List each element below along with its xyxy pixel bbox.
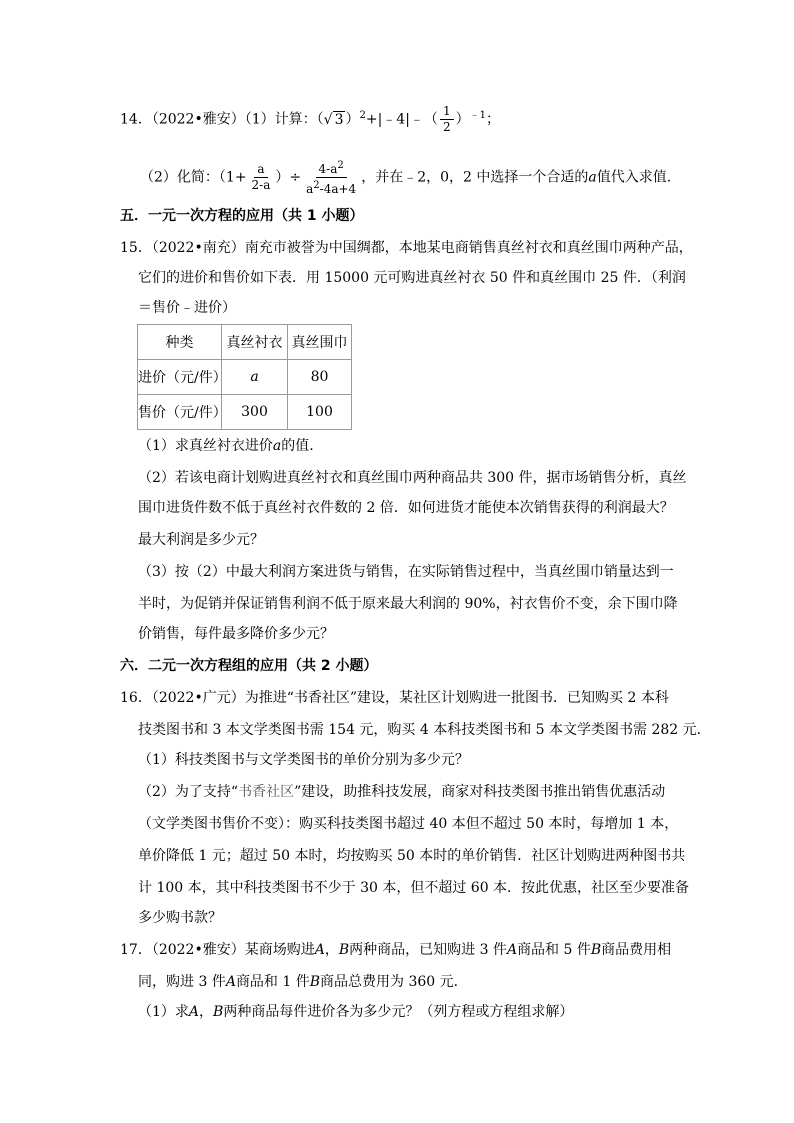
- q14-part1-label: （1）计算：: [244, 111, 317, 128]
- q14-part2: [140, 158, 671, 197]
- table-row: [138, 395, 352, 430]
- num-exp: 2: [337, 160, 344, 171]
- q15-part3-line1: （3）按（2）中最大利润方案进货与销售，在实际销售过程中，当真丝围巾销量达到一: [138, 564, 674, 580]
- q15-part3-line3: 价销售，每件最多降价多少元？: [138, 626, 334, 642]
- table-cell: 售价（元/件）: [138, 395, 222, 430]
- table-cell: 种类: [138, 325, 222, 360]
- text: ，: [199, 1004, 214, 1020]
- section-5-heading: 五．一元一次方程的应用（共 1 小题）: [120, 208, 364, 224]
- var-A: A: [225, 974, 236, 990]
- table-row: [138, 325, 352, 360]
- table-cell: 真丝围巾: [288, 325, 352, 360]
- price-table: [137, 324, 352, 430]
- frac-num: 1: [440, 104, 454, 120]
- table-cell: 300: [222, 395, 288, 430]
- text: 两种商品每件进价各为多少元？（列方程或方程组求解）: [223, 1004, 574, 1020]
- table-row: [138, 360, 352, 395]
- table-cell: 80: [288, 360, 352, 395]
- text: （1）求: [138, 1004, 189, 1020]
- q16-part2-line4: 计 100 本，其中科技类图书不少于 30 本，但不超过 60 本．按此优惠，社区至少要准备: [138, 880, 690, 896]
- fraction-a-over: [249, 162, 274, 193]
- paren: ）: [455, 111, 470, 128]
- q16-part2-line3: 单价降低 1 元；超过 50 本时，均按购买 50 本时的单价销售．社区计划购进两种图书共: [138, 848, 686, 864]
- q14-part1-mid: +|﹣4|﹣（: [365, 111, 438, 128]
- q17-line2: [138, 972, 468, 992]
- var-A: A: [506, 942, 518, 958]
- q15-part1: [138, 436, 314, 456]
- var-B: B: [338, 942, 350, 958]
- den-a: a: [306, 182, 314, 196]
- text: 两种商品，已知购进 3 件: [349, 942, 507, 958]
- text: 商品总费用为 360 元．: [320, 974, 468, 990]
- semicolon: ；: [485, 111, 500, 128]
- table-cell: 真丝衬衣: [222, 325, 288, 360]
- q14-number: 14．: [120, 111, 152, 128]
- q15-line1: 15．（2022•南充）南充市被誉为中国绸都，本地某电商销售真丝衬衣和真丝围巾两种产品，: [120, 240, 693, 256]
- q14-part2-end: 值代入求值.: [596, 169, 672, 186]
- text: ”建设，助推科技发展，商家对科技类图书推出销售优惠活动: [294, 784, 666, 800]
- exp-2: 2: [359, 109, 366, 121]
- q14-part1: [120, 104, 500, 135]
- sqrt-arg: 3: [334, 111, 344, 128]
- q15-line3: ＝售价﹣进价）: [138, 300, 236, 316]
- exp-neg1: ﹣1: [469, 109, 486, 121]
- text: 17．（2022•雅安）某商场购进: [120, 942, 315, 958]
- var-A: A: [314, 942, 325, 958]
- highlight-text: 书香社区: [238, 784, 295, 800]
- table-cell: a: [222, 360, 288, 395]
- sqrt-3: √ 3: [323, 111, 344, 128]
- q16-line2: 技类图书和 3 本文学类图书需 154 元，购买 4 本科技类图书和 5 本文学类图书需 282 元．: [138, 722, 711, 738]
- q17-line1: [120, 940, 671, 960]
- q14-part2-label: （2）化简：（1+: [140, 169, 247, 186]
- den-rest: -4a+4: [319, 182, 357, 196]
- q16-part1: （1）科技类图书与文学类图书的单价分别为多少元？: [138, 752, 469, 768]
- q15-part2-line2: 围巾进货件数不低于真丝衬衣件数的 2 倍．如何进货才能使本次销售获得的利润最大？: [138, 500, 674, 516]
- var-B: B: [213, 1004, 224, 1020]
- text: 商品和 1 件: [235, 974, 310, 990]
- q16-part2-line1: [138, 782, 665, 802]
- var-B: B: [309, 974, 321, 990]
- table-cell: 进价（元/件）: [138, 360, 222, 395]
- text: 商品和 5 件: [517, 942, 591, 958]
- text: 的值.: [281, 438, 314, 454]
- var-a: a: [588, 169, 597, 186]
- q16-part2-line5: 多少购书款？: [138, 910, 222, 926]
- frac-num: [316, 158, 347, 178]
- var-a: a: [272, 438, 282, 454]
- text: ，: [324, 942, 339, 958]
- fraction-quad: [303, 158, 359, 197]
- q15-part3-line2: 半时，为促销并保证销售利润不低于原来最大利润的 90%，衬衣售价不变，余下围巾降: [138, 596, 678, 612]
- text: 商品费用相: [601, 942, 672, 958]
- frac-num: a: [254, 162, 267, 178]
- text: （1）求真丝衬衣进价: [138, 438, 273, 454]
- frac-den: [303, 178, 359, 197]
- q14-source: （2022•雅安）: [151, 111, 245, 128]
- divide-sign: ）÷: [275, 169, 302, 186]
- num-text: 4-a: [318, 162, 338, 176]
- q17-part1: [138, 1002, 573, 1022]
- paren: （: [316, 111, 324, 128]
- q15-part2-line3: 最大利润是多少元？: [138, 532, 264, 548]
- section-6-heading: 六．二元一次方程组的应用（共 2 小题）: [120, 658, 378, 674]
- fraction-half: [440, 104, 454, 135]
- q16-part2-line2: （文学类图书售价不变）：购买科技类图书超过 40 本但不超过 50 本时，每增加 1 本，: [138, 816, 679, 832]
- text: 同，购进 3 件: [138, 974, 226, 990]
- q15-line2: 它们的进价和售价如下表．用 15000 元可购进真丝衬衣 50 件和真丝围巾 25 件．（利润: [138, 270, 686, 286]
- frac-den: 2: [442, 120, 451, 134]
- var-A: A: [188, 1004, 200, 1020]
- den-exp: 2: [313, 180, 320, 191]
- q16-line1: 16．（2022•广元）为推进“书香社区”建设，某社区计划购进一批图书．已知购买 2 本科: [120, 690, 669, 706]
- q14-part2-tail: ，并在﹣2，0，2 中选择一个合适的: [361, 169, 589, 186]
- var-B: B: [590, 942, 602, 958]
- paren: ）: [345, 111, 360, 128]
- q15-part2-line1: （2）若该电商计划购进真丝衬衣和真丝围巾两种商品共 300 件，据市场销售分析，真丝: [138, 470, 687, 486]
- text: （2）为了支持“: [138, 784, 239, 800]
- table-cell: 100: [288, 395, 352, 430]
- frac-den: 2-a: [251, 178, 271, 192]
